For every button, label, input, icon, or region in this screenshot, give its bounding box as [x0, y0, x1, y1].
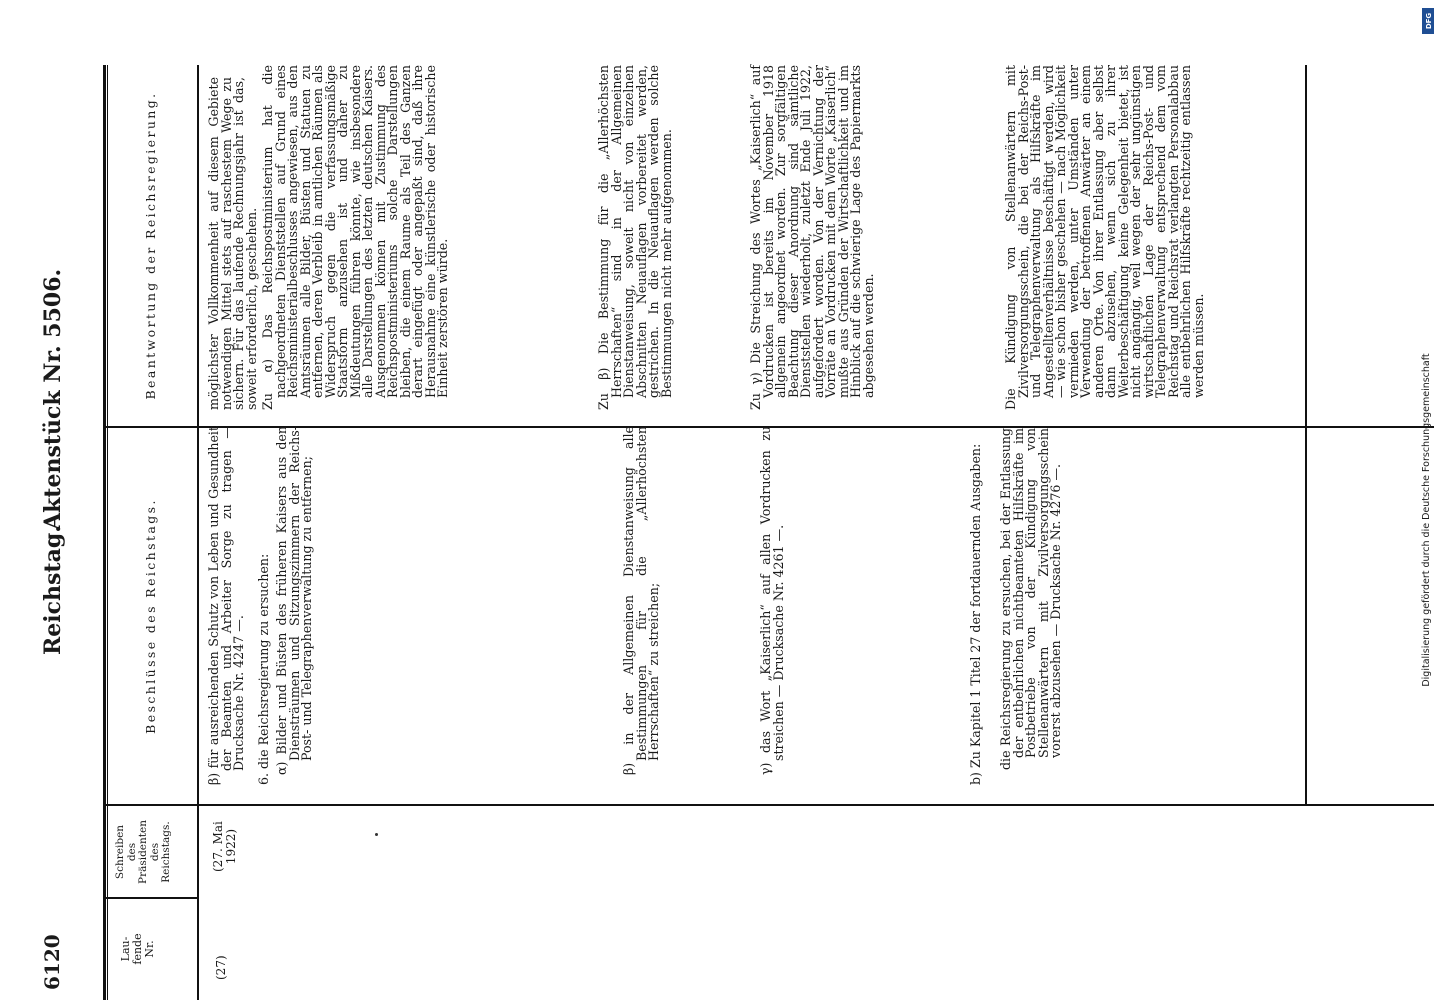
- dfg-logo-icon: DFG: [1422, 8, 1434, 34]
- beschluss-alpha-bilder: α) Bilder und Büsten des früheren Kaisers aus den Diensträumen und Sitzungszimmern der Reichs-Post- und Telegraphenverwaltung zu entfernen;: [274, 426, 314, 775]
- page-subtitle: Aktenstück Nr. 5506.: [40, 268, 66, 530]
- beschluss-b-text: die Reichsregierung zu ersuchen, bei der Entlassung der entbehrlichen nichtbeamteten Hilfskräfte im Postbetriebe von der Kündigung von Stellenanwärtern mit Zivilversorgungsschein vorerst abzusehen — Drucksache Nr. 4276 —.: [998, 428, 1063, 770]
- beschluss-beta-schutz: β) für ausreichenden Schutz von Leben und Gesundheit der Beamten und Arbeiter Sorge zu tragen — Drucksache Nr. 4247 —.: [206, 426, 246, 785]
- table-bottom-rule: [1305, 65, 1307, 806]
- antwort-p1: möglichster Vollkommenheit auf diesem Gebiete notwendigen Mittel stets auf raschestem Wege zu sichern. Für das laufende Rechnungsjahr ist das, soweit erforderlich, geschehen.: [206, 77, 259, 410]
- beschluss-item-6: 6. die Reichsregierung zu ersuchen:: [256, 553, 271, 785]
- beschluss-beta-dienstanweisung: β) in der Allgemeinen Dienstanweisung alle Bestimmungen für die „Allerhöchsten Herrschaften“ zu streichen;: [621, 426, 661, 775]
- col-divider-2: [103, 804, 1434, 806]
- scan-speck: [375, 833, 378, 836]
- row-date: (27. Mai 1922): [211, 821, 238, 872]
- beschluss-gamma-kaiserlich: γ) das Wort „Kaiserlich“ auf allen Vordrucken zu streichen — Drucksache Nr. 4261 —.: [758, 426, 786, 775]
- header-laufende-nr: Lau- fende Nr.: [119, 933, 156, 965]
- row-number: (27): [214, 955, 228, 980]
- header-beschluesse: Beschlüsse des Reichstags.: [143, 498, 158, 734]
- antwort-zu-gamma: Zu γ) Die Streichung des Wortes „Kaiserlich“ auf Vordrucken ist bereits im November 1918 allgemein angeordnet worden. Zur sorgfältigen Beachtung dieser Anordnung sind sämtliche Dienststellen wiederholt, zuletzt Ende Juli 1922, aufgefordert worden. Von der Vernichtung der Vorräte an Vordrucken mit dem Worte „Kaiserlich“ mußte aus Gründen der Wirtschaftlichkeit und im Hinblick auf die schwierige Lage des Papiermarkts abgesehen werden.: [748, 65, 876, 410]
- page-title: Reichstag.: [40, 525, 66, 655]
- table-top-rule-2: [107, 65, 108, 1000]
- col-divider-1: [103, 897, 199, 899]
- header-bottom-rule: [197, 65, 199, 1000]
- antwort-zu-alpha: Zu α) Das Reichspostministerium hat die nachgeordneten Dienststellen auf Grund eines Reichsministerialbeschlusses angewiesen, aus den Amtsräumen alle Bilder, Büsten und Statuen zu entfernen, deren Verbleib in amtlichen Räumen als Widerspruch gegen die verfassungsmäßige Staatsform anzusehen ist und daher zu Mißdeutungen führen könnte, wie insbesondere alle Darstellungen des letzten deutschen Kaisers. Ausgenommen können mit Zustimmung des Reichspostministeriums solche Darstellungen bleiben, die einem Raume als Teil des Ganzen derart eingefügt oder angepaßt sind, daß ihre Herausnahme eine künstlerische oder historische Einheit zerstören würde.: [260, 65, 450, 410]
- header-beantwortung: Beantwortung der Reichsregierung.: [143, 91, 158, 400]
- page-number: 6120: [40, 934, 64, 990]
- header-schreiben: Schreiben des Präsidenten des Reichstags.: [114, 820, 172, 884]
- table-top-rule: [103, 65, 106, 1000]
- beschluss-b-heading: b) Zu Kapitel 1 Titel 27 der fortdauernden Ausgaben:: [968, 443, 983, 785]
- digitization-credit: Digitalisierung gefördert durch die Deutsche Forschungsgemeinschaft: [1421, 353, 1432, 687]
- antwort-kuendigung: Die Kündigung von Stellenanwärtern mit Zivilversorgungsschein, die bei der Reichs-Post- und Telegraphenverwaltung als Hilfskräfte im Angestelltenverhältnisse beschäftigt werden, wird — wie schon bisher geschehen — nach Möglichkeit vermieden werden, unter Umständen unter Verwendung der betroffenen Anwärter an einem anderen Orte. Von ihrer Entlassung aber selbst dann abzusehen, wenn sich zu ihrer Weiterbeschäftigung keine Gelegenheit bietet, ist nicht angängig, weil wegen der sehr ungünstigen wirtschaftlichen Lage der Reichs-Post- und Telegraphenverwaltung entsprechend dem vom Reichstag und Reichsrat verlangten Personalabbau alle entbehrlichen Hilfskräfte rechtzeitig entlassen werden müssen.: [1003, 65, 1206, 410]
- antwort-zu-beta: Zu β) Die Bestimmung für die „Allerhöchsten Herrschaften“ sind in der Allgemeinen Dienstanweisung, soweit nicht von einzelnen Abschnitten Neuauflagen vorbereitet werden, gestrichen. In die Neuauflagen werden solche Bestimmungen nicht mehr aufgenommen.: [596, 65, 674, 410]
